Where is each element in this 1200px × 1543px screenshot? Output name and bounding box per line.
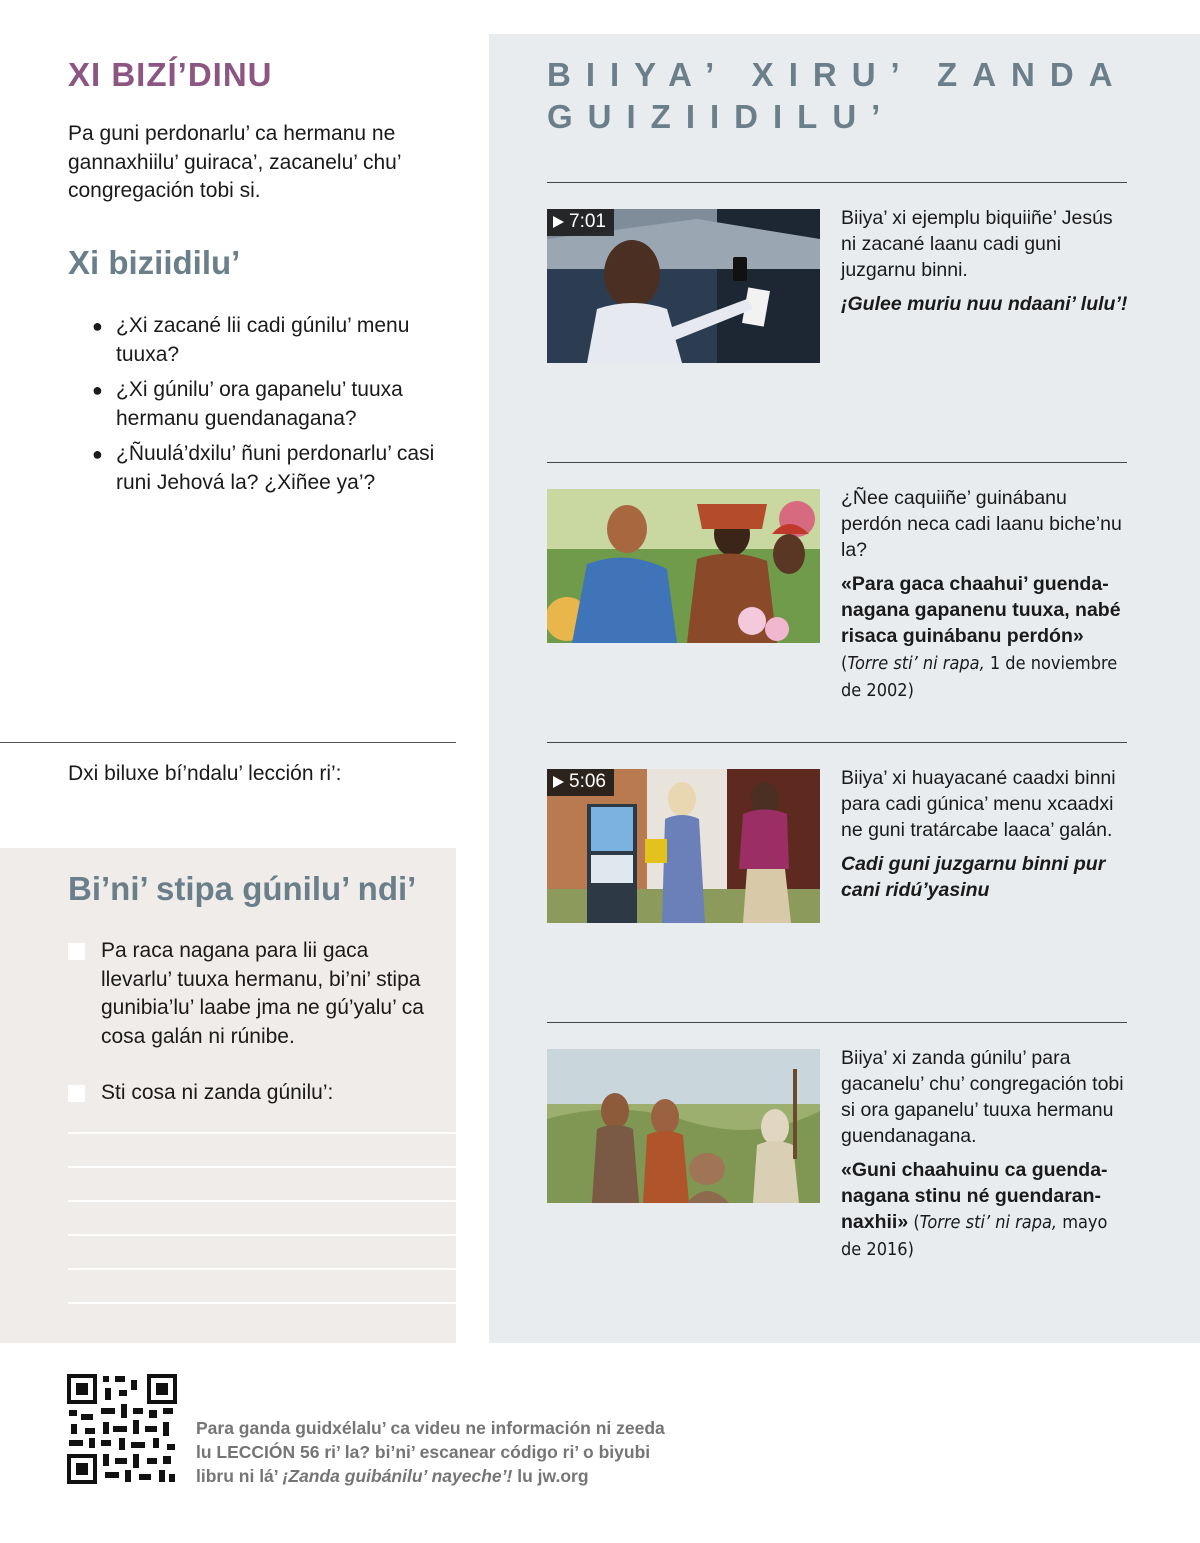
explore-heading: BIIYA’ XIRU’ ZANDA GUIZIIDILU’ [547,56,1127,135]
divider [547,1022,1127,1023]
video-thumbnail-doorstep[interactable] [547,769,820,923]
writing-line[interactable] [68,1132,456,1134]
checkbox[interactable] [68,1085,85,1102]
explore-item-text: Biiya’ xi zanda gúnilu’ para gacanelu’ chu’ congregación tobi si ora gapanelu’ tuuxa hermanu guendanagana. «Guni chaahuinu ca guendanagana stinu né guendarannaxhii» (Torre sti’ ni rapa, mayo de 2016) [841,1045,1131,1263]
review-question: ● ¿Ñuulá’dxilu’ ñuni perdonarlu’ casi runi Jehová la? ¿Xiñee ya’? [92,442,435,494]
video-duration-badge: 5:06 [547,769,614,796]
play-icon [553,216,564,228]
goal-heading: Bi’ni’ stipa gúnilu’ ndi’ [68,870,417,907]
writing-line[interactable] [68,1200,456,1202]
writing-line[interactable] [68,1234,456,1236]
bullet-icon: ● [92,444,103,464]
review-question: ● ¿Xi gúnilu’ ora gapanelu’ tuuxa hermanu guendanagana? [92,378,403,430]
video-duration-badge: 7:01 [547,209,614,236]
summary-text: Pa guni perdonarlu’ ca hermanu ne gannaxhiilu’ guiraca’, zacanelu’ chu’ congregación tobi si. [68,122,401,202]
explore-link[interactable]: ¡Gulee muriu nuu ndaani’ lulu’! [841,293,1128,315]
video-thumbnail-car[interactable] [547,209,820,363]
bullet-icon: ● [92,380,103,400]
goal-item: Pa raca nagana para lii gaca llevarlu’ tuuxa hermanu, bi’ni’ stipa gunibia’lu’ laabe jma ne gú’yalu’ ca cosa galán ni rúnibe. [68,937,438,1051]
review-heading: Xi biziidilu’ [68,244,241,281]
checkbox[interactable] [68,943,85,960]
article-image-greeting[interactable] [547,489,820,643]
explore-link[interactable]: Cadi guni juzgarnu binni pur cani ridú’yasinu [841,853,1106,901]
divider [547,742,1127,743]
divider [0,742,456,743]
book-title: ¡Zanda guibánilu’ nayeche’! [282,1466,513,1486]
divider [547,462,1127,463]
review-question-list [92,312,452,504]
article-image-brothers[interactable] [547,1049,820,1203]
footer-note: Para ganda guidxélalu’ ca videu ne información ni zeeda lu LECCIÓN 56 ri’ la? bi’ni’ escanear código ri’ o biyubi libru ni lá’ ¡Zanda guibánilu’ nayeche’! lu jw.org [196,1418,665,1486]
goal-item: Sti cosa ni zanda gúnilu’: [68,1079,438,1108]
explore-item-text: Biiya’ xi ejemplu biquiiñe’ Jesús ni zacané laanu cadi guni juzgarnu binni. ¡Gulee muriu nuu ndaani’ lulu’! [841,205,1131,317]
writing-line[interactable] [68,1166,456,1168]
bullet-icon: ● [92,316,103,336]
summary-heading: XI BIZÍ’DINU [68,56,273,93]
explore-item-text: ¿Ñee caquiiñe’ guinábanu perdón neca cadi laanu biche’nu la? «Para gaca chaahui’ guendanagana gapanenu tuuxa, nabé risaca guinábanu perdón» (Torre sti’ ni rapa, 1 de noviembre de 2002) [841,485,1131,704]
achievement-label: Dxi biluxe bí’ndalu’ lección ri’: [68,762,342,785]
explore-item-text: Biiya’ xi huayacané caadxi binni para cadi gúnica’ menu xcaadxi ne guni tratárcabe laaca’ galán. Cadi guni juzgarnu binni pur cani ridú’yasinu [841,765,1131,903]
divider [547,182,1127,183]
writing-line[interactable] [68,1302,456,1304]
play-icon [553,776,564,788]
writing-line[interactable] [68,1268,456,1270]
explore-link[interactable]: «Para gaca chaahui’ guendanagana gapanenu tuuxa, nabé risaca guinábanu perdón» (Torre sti’ ni rapa, 1 de noviembre de 2002) [841,573,1121,701]
explore-link[interactable]: «Guni chaahuinu ca guendanagana stinu né guendarannaxhii» (Torre sti’ ni rapa, mayo de 2016) [841,1159,1108,1260]
review-question: ● ¿Xi zacané lii cadi gúnilu’ menu tuuxa? [92,314,410,366]
qr-code-icon[interactable] [67,1374,177,1484]
